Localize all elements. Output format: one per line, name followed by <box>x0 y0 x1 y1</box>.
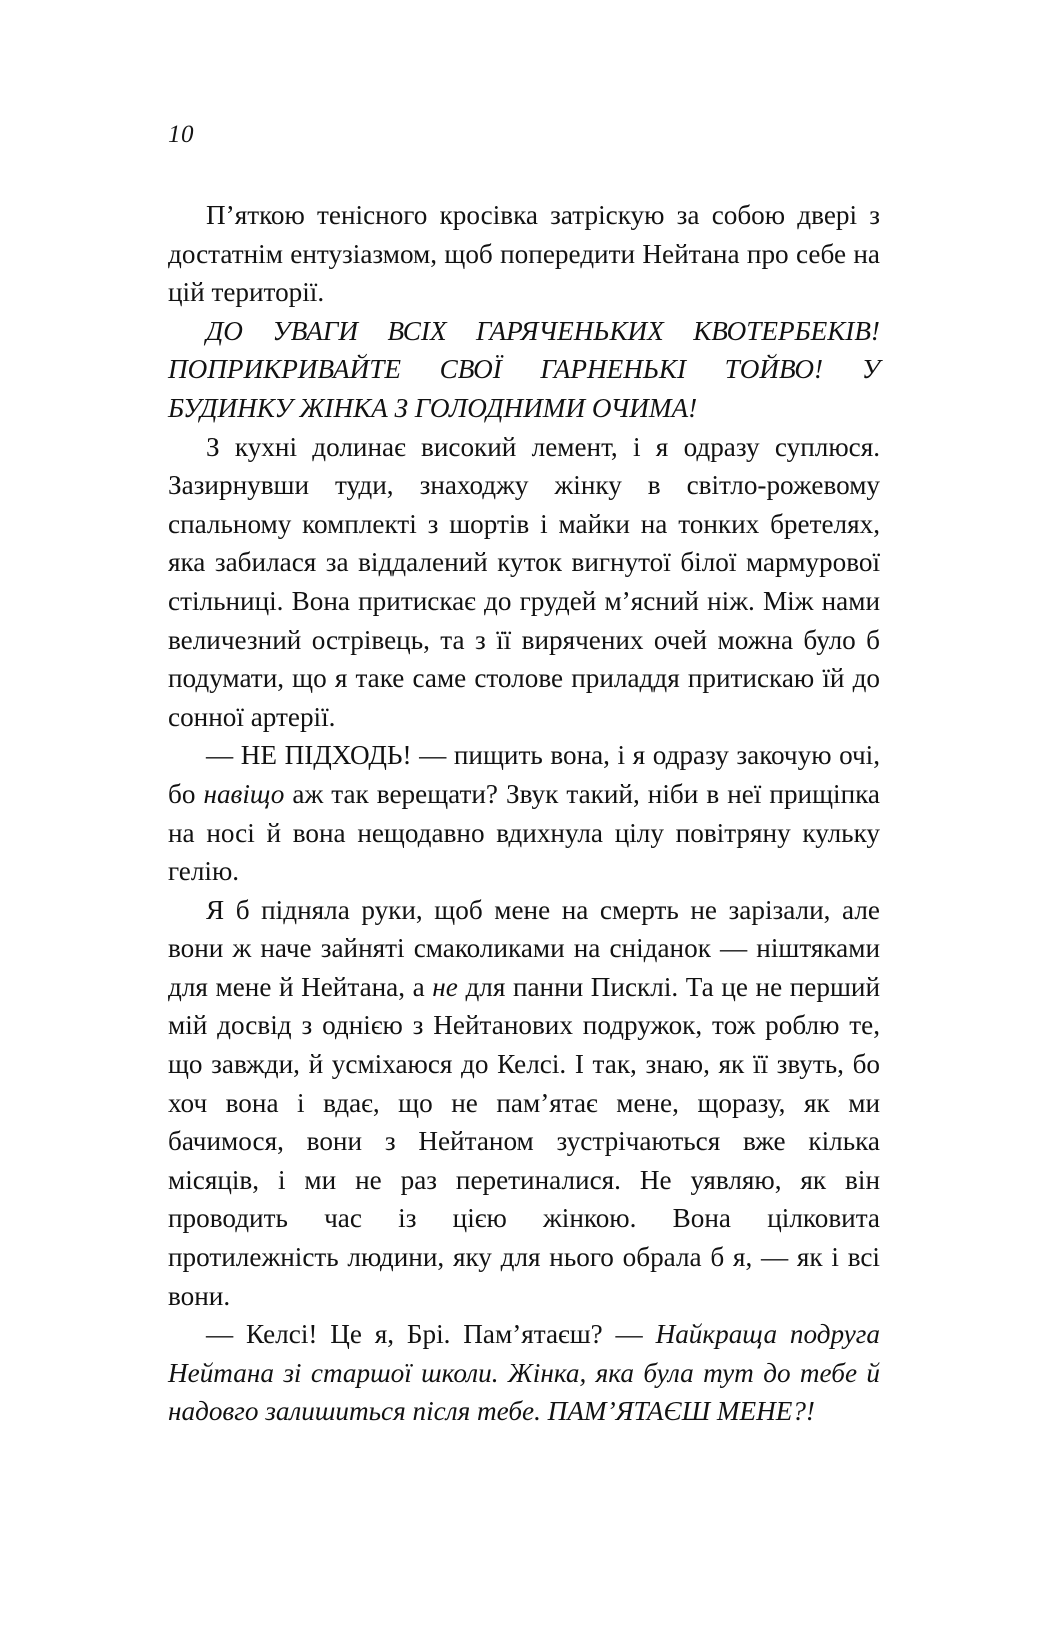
paragraph-5-run-3: для панни Писклі. Та це не перший мій досвід з однією з Нейтанових подружок, тож роблю те, що завжди, й усміхаюся до Келсі. І так, знаю, як її звуть, бо хоч вона і вдає, що не пам’ятає мене, щоразу, як ми бачимося, вони з Нейтаном зустрічаються вже кілька місяців, і ми не раз перетиналися. Не уявляю, як він проводить час із цією жінкою. Вона цілковита протилежність людини, яку для нього обрала б я, — як і всі вони. <box>168 971 880 1311</box>
paragraph-6-inner-thought: Найкраща подруга Нейтана зі старшої школи. Жінка, яка була тут до тебе й надовго залишиться після тебе. ПАМ’ЯТАЄШ МЕНЕ?! <box>168 1319 880 1427</box>
paragraph-2-run-1: ДО УВАГИ ВСІХ ГАРЯЧЕНЬКИХ КВОТЕРБЕКІВ! ПОПРИКРИВАЙТЕ СВОЇ ГАРНЕНЬКІ ТОЙВО! У БУДИНКУ ЖІНКА З ГОЛОДНИМИ ОЧИМА! <box>168 315 880 423</box>
paragraph-4-dialogue <box>168 736 880 890</box>
paragraph-4-run-3: аж так верещати? Звук такий, ніби в неї прищіпка на носі й вона нещодавно вдихнула цілу повітряну кульку гелію. <box>168 778 880 887</box>
page-number: 10 <box>168 121 194 148</box>
paragraph-1 <box>168 196 880 312</box>
paragraph-1-run-1: П’яткою тенісного кросівка затріскую за собою двері з достатнім ентузіазмом, щоб попередити Нейтана про себе на цій території. <box>168 200 880 308</box>
paragraph-3 <box>168 428 880 737</box>
paragraph-6-dialogue <box>168 1315 880 1431</box>
paragraph-3-run-1: З кухні долинає високий лемент, і я одразу суплюся. Зазирнувши туди, знаходжу жінку в світло-рожевому спальному комплекті з шортів і майки на тонких бретелях, яка забилася за віддалений куток вигнутої білої мармурової стільниці. Вона притискає до грудей м’ясний ніж. Між нами величезний острівець, та з її вирячених очей можна було б подумати, що я таке саме столове приладдя притискаю їй до сонної артерії. <box>168 431 880 732</box>
paragraph-4-emphasis: навіщо <box>203 778 285 809</box>
paragraph-4-run-1: — НЕ ПІДХОДЬ! — пищить вона, і я одразу закочую очі, бо <box>168 740 880 809</box>
paragraph-5 <box>168 891 880 1316</box>
paragraph-2-shout <box>168 312 880 428</box>
paragraph-5-emphasis: не <box>432 971 458 1002</box>
body-text-block <box>168 196 880 1431</box>
paragraph-6-run-1: — Келсі! Це я, Брі. Пам’ятаєш? — <box>206 1319 656 1350</box>
paragraph-5-run-1: Я б підняла руки, щоб мене на смерть не зарізали, але вони ж наче зайняті смаколиками на сніданок — ніштяками для мене й Нейтана, а <box>168 894 880 1002</box>
